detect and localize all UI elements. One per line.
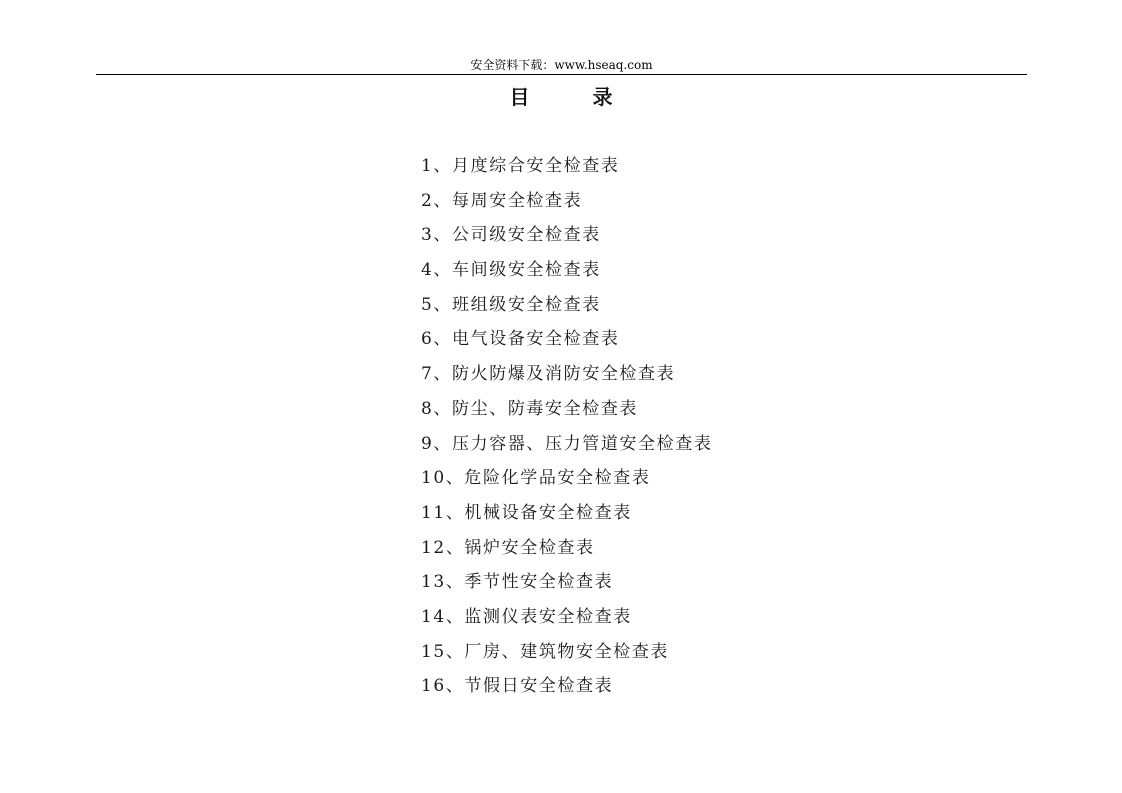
- toc-item: 15、厂房、建筑物安全检查表: [421, 641, 670, 662]
- toc-item: 11、机械设备安全检查表: [421, 502, 632, 523]
- page-title: 目 录: [509, 85, 641, 109]
- page-header: 安全资料下载：www.hseaq.com: [470, 58, 653, 72]
- toc-item: 13、季节性安全检查表: [421, 572, 614, 593]
- toc-item: 5、班组级安全检查表: [421, 294, 601, 315]
- toc-item: 3、公司级安全检查表: [421, 225, 601, 246]
- toc-item: 8、防尘、防毒安全检查表: [421, 398, 639, 419]
- toc-item: 16、节假日安全检查表: [421, 676, 614, 697]
- toc-item: 4、车间级安全检查表: [421, 260, 601, 281]
- toc-item: 1、月度综合安全检查表: [421, 156, 620, 176]
- header-divider: [96, 74, 1027, 75]
- toc-item: 9、压力容器、压力管道安全检查表: [421, 433, 713, 454]
- table-of-contents: [421, 153, 712, 708]
- toc-item: 12、锅炉安全检查表: [421, 537, 595, 558]
- toc-item: 14、监测仪表安全检查表: [421, 606, 632, 627]
- toc-item: 10、危险化学品安全检查表: [421, 468, 651, 489]
- toc-item: 2、每周安全检查表: [421, 190, 583, 211]
- toc-item: 7、防火防爆及消防安全检查表: [421, 364, 676, 385]
- toc-item: 6、电气设备安全检查表: [421, 329, 620, 350]
